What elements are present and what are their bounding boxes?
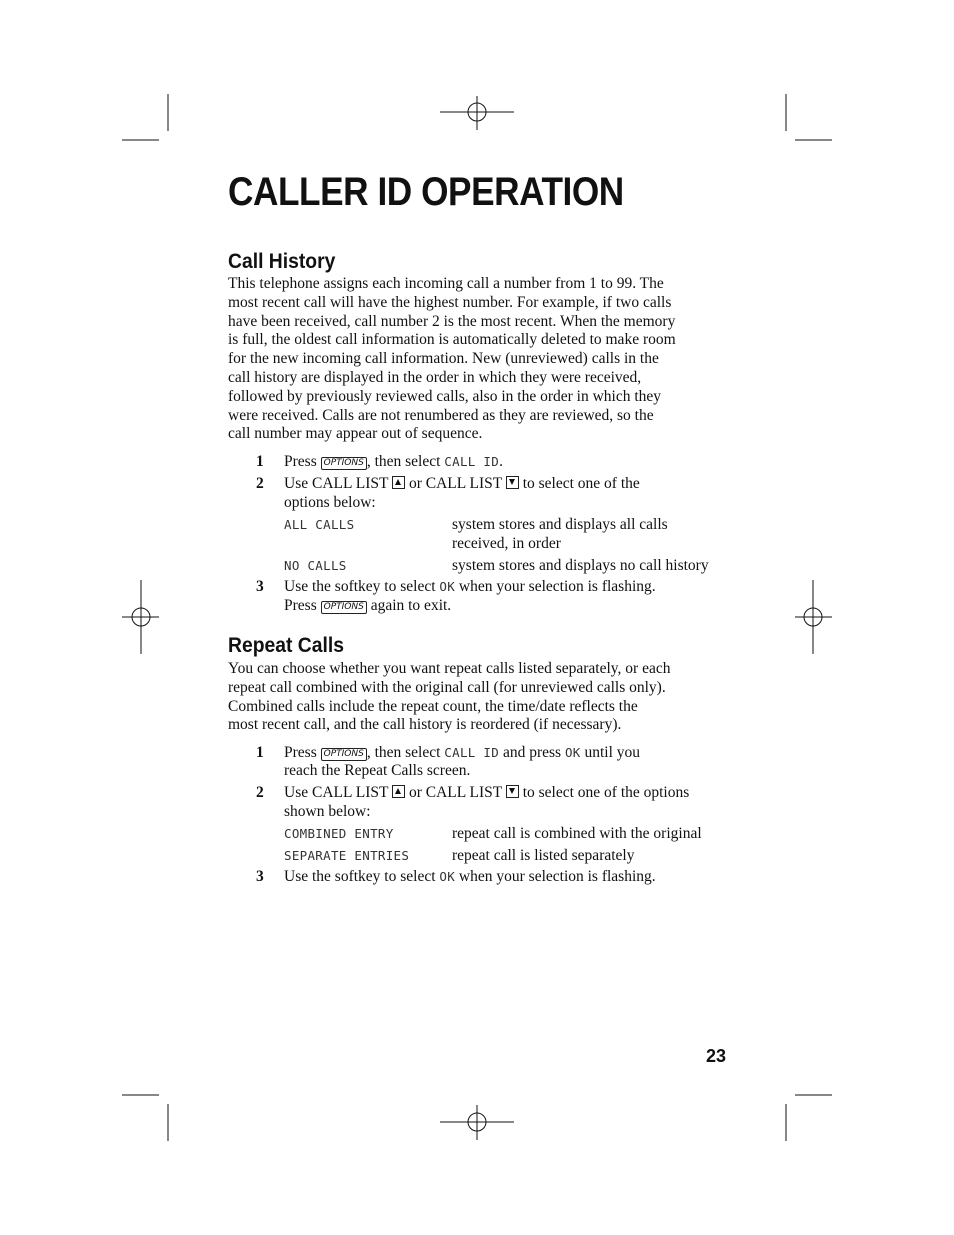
options-key-icon: OPTIONS — [321, 457, 367, 470]
page-number: 23 — [706, 1046, 727, 1066]
repeat-calls-paragraph: You can choose whether you want repeat calls listed separately, or each repeat call combined with the original call (for unreviewed calls only). Combined calls include the repeat count, the time/date reflects the most recent call, and the call history is reordered (if necessary). — [228, 660, 671, 734]
options-key-icon: OPTIONS — [321, 601, 367, 614]
down-arrow-key-icon — [506, 785, 519, 798]
call-history-heading: Call History — [228, 250, 336, 273]
options-key-icon: OPTIONS — [321, 748, 367, 761]
down-arrow-key-icon — [506, 476, 519, 489]
call-history-paragraph: This telephone assigns each incoming call a number from 1 to 99. The most recent call will have the highest number. For example, if two calls have been received, call number 2 is the most recent. When the memory is full, the oldest call information is automatically deleted to make room for the new incoming call information. New (unreviewed) calls in the call history are displayed in the order in which they were received, followed by previously reviewed calls, also in the order in which they were received. Calls are not renumbered as they are reviewed, so the call number may appear out of sequence. — [228, 275, 676, 443]
repeat-calls-heading: Repeat Calls — [228, 634, 344, 657]
page-title: CALLER ID OPERATION — [228, 170, 624, 214]
up-arrow-key-icon — [392, 785, 405, 798]
up-arrow-key-icon — [392, 476, 405, 489]
